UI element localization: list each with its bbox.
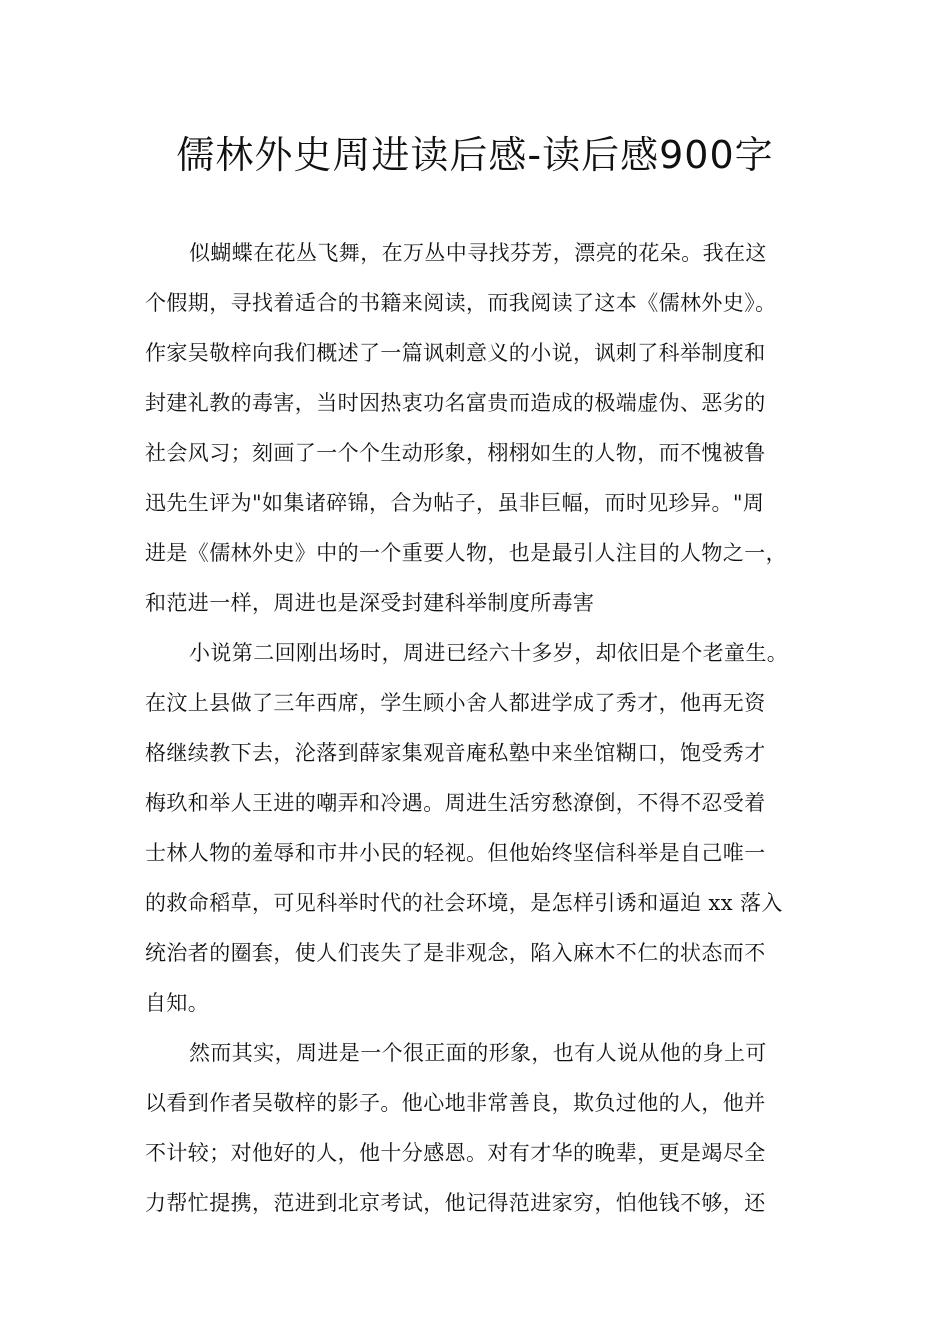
text-line: 梅玖和举人王进的嘲弄和冷遇。周进生活穷愁潦倒，不得不忍受着 xyxy=(145,791,766,815)
text-line: 士林人物的羞辱和市井小民的轻视。但他始终坚信科举是自己唯一 xyxy=(145,841,766,865)
text-line: 自知。 xyxy=(145,991,210,1015)
text-line: 力帮忙提携，范进到北京考试，他记得范进家穷，怕他钱不够，还 xyxy=(145,1191,766,1215)
text-line: 社会风习；刻画了一个个生动形象，栩栩如生的人物，而不愧被鲁 xyxy=(145,441,766,465)
text-line: 的救命稻草，可见科举时代的社会环境，是怎样引诱和逼迫 xx 落入 xyxy=(145,891,783,915)
document-title: 儒林外史周进读后感-读后感900字 xyxy=(176,133,774,177)
text-line: 格继续教下去，沦落到薛家集观音庵私塾中来坐馆糊口，饱受秀才 xyxy=(145,741,766,765)
text-line: 小说第二回刚出场时，周进已经六十多岁，却依旧是个老童生。 xyxy=(189,641,789,665)
text-line: 个假期，寻找着适合的书籍来阅读，而我阅读了这本《儒林外史》。 xyxy=(145,291,777,315)
text-line: 在汶上县做了三年西席，学生顾小舍人都进学成了秀才，他再无资 xyxy=(145,691,766,715)
text-line: 迅先生评为"如集诸碎锦，合为帖子，虽非巨幅，而时见珍异。"周 xyxy=(145,491,765,515)
text-line: 统治者的圈套，使人们丧失了是非观念，陷入麻木不仁的状态而不 xyxy=(145,941,766,965)
text-line: 以看到作者吴敬梓的影子。他心地非常善良，欺负过他的人，他并 xyxy=(145,1091,766,1115)
text-line: 作家吴敬梓向我们概述了一篇讽刺意义的小说，讽刺了科举制度和 xyxy=(145,341,766,365)
document-body xyxy=(145,228,825,1228)
text-line: 不计较；对他好的人，他十分感恩。对有才华的晚辈，更是竭尽全 xyxy=(145,1141,766,1165)
text-line: 封建礼教的毒害，当时因热衷功名富贵而造成的极端虚伪、恶劣的 xyxy=(145,391,766,415)
text-line: 和范进一样，周进也是深受封建科举制度所毒害 xyxy=(145,591,595,615)
text-line: 然而其实，周进是一个很正面的形象，也有人说从他的身上可 xyxy=(189,1041,767,1065)
text-line: 似蝴蝶在花丛飞舞，在万丛中寻找芬芳，漂亮的花朵。我在这 xyxy=(189,241,767,265)
text-line: 进是《儒林外史》中的一个重要人物，也是最引人注目的人物之一， xyxy=(145,541,787,565)
